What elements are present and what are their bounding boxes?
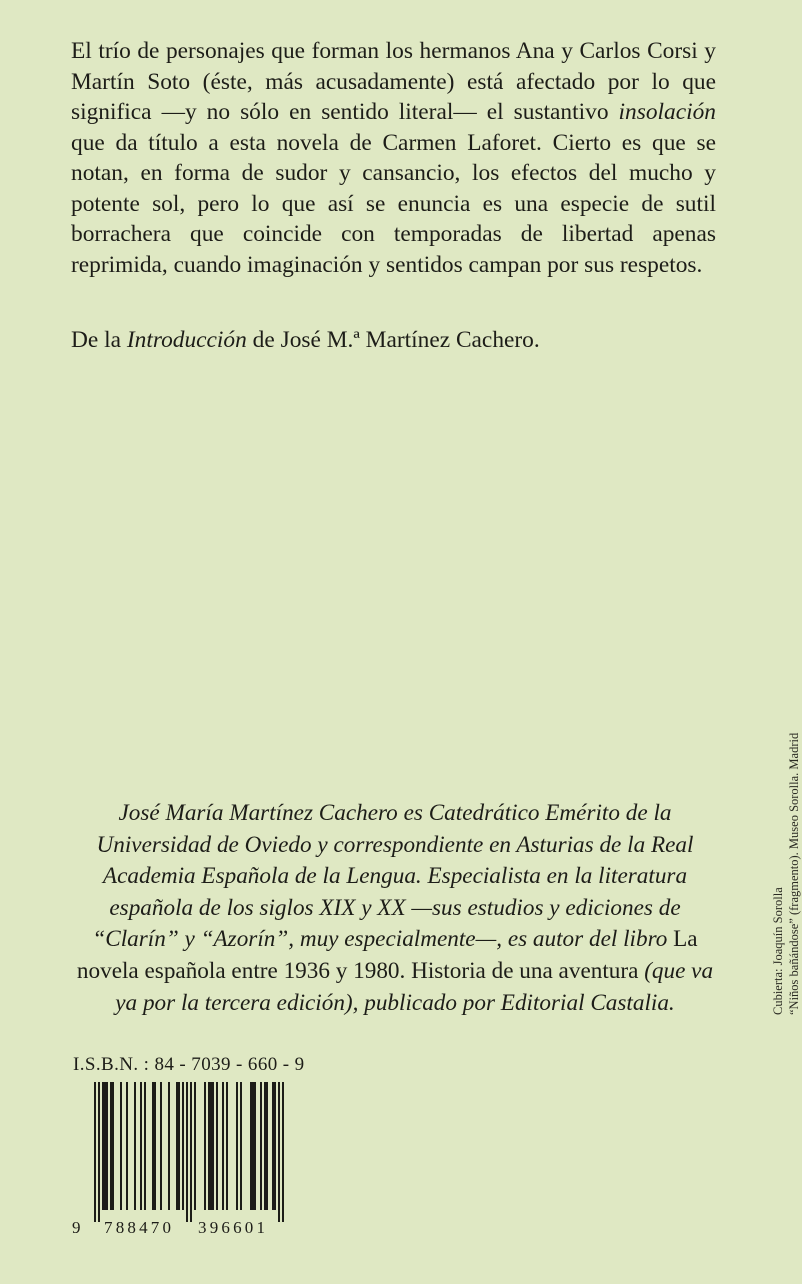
author-bio-paragraph [74,798,716,1019]
barcode-bar [208,1082,210,1210]
barcode-bar [240,1082,242,1210]
bio-text-start: José María Martínez Cachero es Catedrático Emérito de la Universidad de Oviedo y correspondiente en Asturias de la Real Academia Española de la Lengua. Especialista en la literatura española de los siglos XIX y XX —sus estudios y ediciones de “Clarín” y “Azorín”, muy especialmente—, es autor del libro [92,800,694,953]
isbn-label: I.S.B.N. : 84 - 7039 - 660 - 9 [73,1054,305,1075]
bio-text-end: (que va ya por la tercera edición), publicado por Editorial Castalia. [115,957,714,1016]
barcode-bar [252,1082,254,1210]
barcode-bar [236,1082,238,1210]
barcode-bar [102,1082,104,1210]
barcode-bar [144,1082,146,1210]
barcode-bar [216,1082,218,1210]
barcode-bar [160,1082,162,1210]
cover-credit [770,733,802,1015]
introduction-attribution [71,325,716,355]
attribution-prefix: De la [71,327,127,353]
barcode-bar [282,1082,284,1222]
barcode-bar [112,1082,114,1210]
barcode-bar [152,1082,154,1210]
barcode [72,1082,302,1237]
barcode-bar [106,1082,108,1210]
barcode-right-digits: 396601 [198,1218,269,1237]
barcode-bar [94,1082,96,1222]
barcode-bar [264,1082,266,1210]
barcode-bar [274,1082,276,1210]
barcode-bar [168,1082,170,1210]
cover-credit-line-2: “Niños bañándose” (fragmento). Museo Sorolla. Madrid [787,732,801,1015]
barcode-bar [186,1082,188,1222]
synopsis-paragraph [71,36,716,280]
barcode-bar [260,1082,262,1210]
barcode-bar [134,1082,136,1210]
barcode-bar [154,1082,156,1210]
barcode-bar [178,1082,180,1210]
barcode-bar [190,1082,192,1222]
attribution-italic: Introducción [126,327,247,353]
barcode-bar [140,1082,142,1210]
synopsis-text-end: que da título a esta novela de Carmen Laforet. Cierto es que se notan, en forma de sudor y cansancio, los efectos del mucho y potente sol, pero lo que así se enuncia es una especie de sutil borrachera que coincide con temporadas de libertad apenas reprimida, cuando imaginación y sentidos campan por sus respetos. [71,129,716,278]
barcode-bar [226,1082,228,1210]
barcode-bar [222,1082,224,1210]
barcode-bar [176,1082,178,1210]
barcode-bar [210,1082,212,1210]
barcode-bar [278,1082,280,1222]
barcode-bar [126,1082,128,1210]
bio-book-title: La novela española entre 1936 y 1980. Historia de una aventura [76,926,698,984]
cover-credit-line-1: Cubierta: Joaquín Sorolla [771,887,785,1015]
barcode-bar [204,1082,206,1210]
synopsis-text-start: El trío de personajes que forman los hermanos Ana y Carlos Corsi y Martín Soto (éste, más acusadamente) está afectado por lo que significa —y no sólo en sentido literal— el sustantivo [71,38,716,125]
barcode-bar [194,1082,196,1210]
attribution-suffix: de José M.ª Martínez Cachero. [246,327,540,353]
barcode-lead-digit: 9 [72,1218,81,1237]
barcode-bar [98,1082,100,1222]
barcode-bar [182,1082,184,1210]
barcode-bar [104,1082,106,1210]
barcode-bar [110,1082,112,1210]
barcode-bar [266,1082,268,1210]
barcode-bar [272,1082,274,1210]
barcode-bar [250,1082,252,1210]
barcode-bar [120,1082,122,1210]
barcode-bar [254,1082,256,1210]
synopsis-italic-word: insolación [618,99,716,125]
barcode-bars [72,1082,302,1222]
barcode-left-digits: 788470 [104,1218,175,1237]
barcode-bar [212,1082,214,1210]
